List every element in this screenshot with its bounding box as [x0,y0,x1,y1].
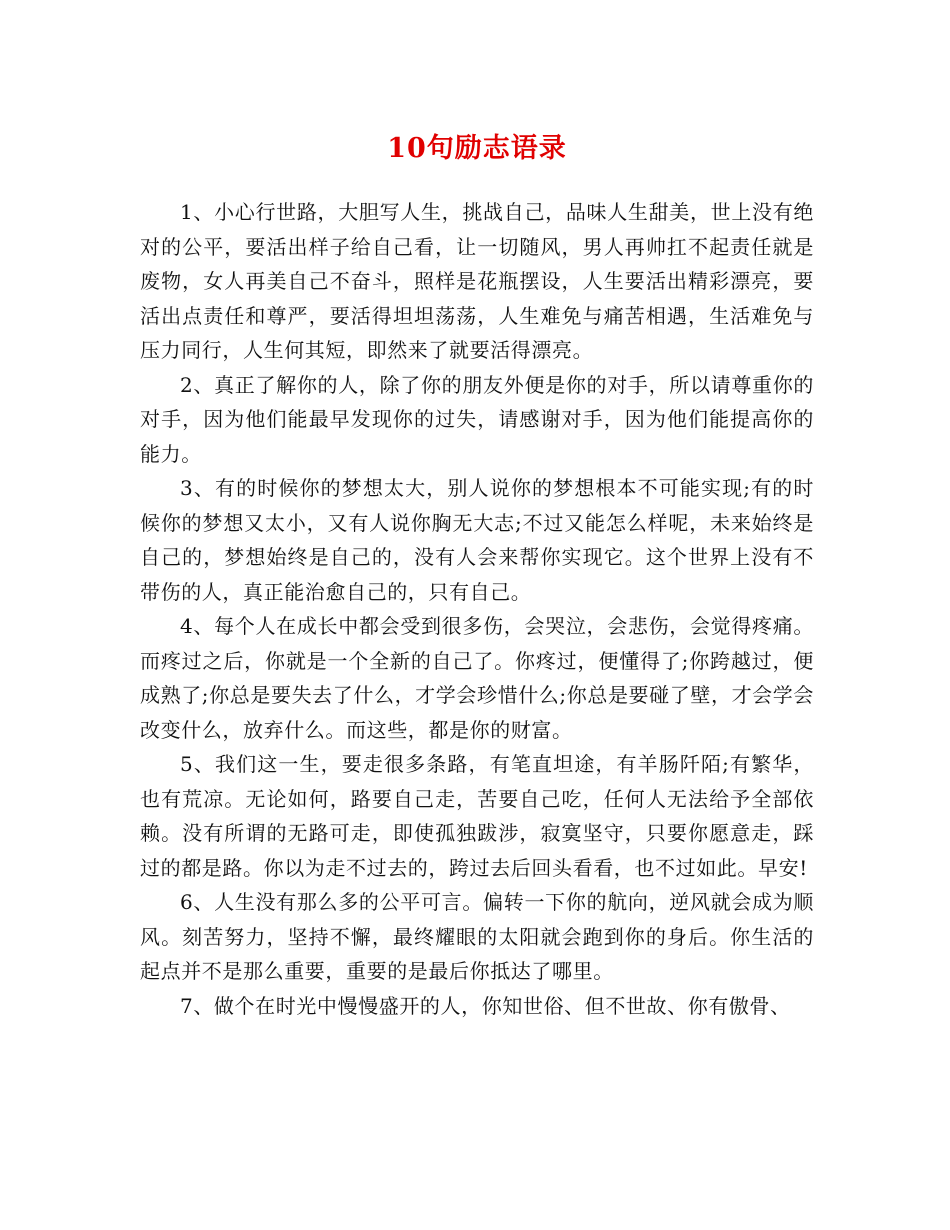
quote-paragraph-6: 6、人生没有那么多的公平可言。偏转一下你的航向，逆风就会成为顺风。刻苦努力，坚持不懈，最终耀眼的太阳就会跑到你的身后。你生活的起点并不是那么重要，重要的是最后你抵达了哪里。 [140,890,814,983]
quote-paragraph-1: 1、小心行世路，大胆写人生，挑战自己，品味人生甜美，世上没有绝对的公平，要活出样子给自己看，让一切随风，男人再帅扛不起责任就是废物，女人再美自己不奋斗，照样是花瓶摆设，人生要活出精彩漂亮，要活出点责任和尊严，要活得坦坦荡荡，人生难免与痛苦相遇，生活难免与压力同行，人生何其短，即然来了就要活得漂亮。 [140,200,814,362]
quote-paragraph-7: 7、做个在时光中慢慢盛开的人，你知世俗、但不世故、你有傲骨、 [180,993,791,1018]
quote-paragraph-2: 2、真正了解你的人，除了你的朋友外便是你的对手，所以请尊重你的对手，因为他们能最早发现你的过失，请感谢对手，因为他们能提高你的能力。 [140,372,814,466]
quote-paragraph-3: 3、有的时候你的梦想太大，别人说你的梦想根本不可能实现;有的时候你的梦想又太小，又有人说你胸无大志;不过又能怎么样呢，未来始终是自己的，梦想始终是自己的，没有人会来帮你实现它。这个世界上没有不带伤的人，真正能治愈自己的，只有自己。 [140,476,814,604]
page-title: 10句励志语录 [387,133,567,164]
quote-paragraph-5: 5、我们这一生，要走很多条路，有笔直坦途，有羊肠阡陌;有繁华，也有荒凉。无论如何，路要自己走，苦要自己吃，任何人无法给予全部依赖。没有所谓的无路可走，即使孤独跋涉，寂寞坚守，只要你愿意走，踩过的都是路。你以为走不过去的，跨过去后回头看看，也不过如此。早安! [140,752,814,880]
quote-list [140,195,814,1023]
quote-paragraph-4: 4、每个人在成长中都会受到很多伤，会哭泣，会悲伤，会觉得疼痛。而疼过之后，你就是一个全新的自己了。你疼过，便懂得了;你跨越过，便成熟了;你总是要失去了什么，才学会珍惜什么;你总是要碰了壁，才会学会改变什么，放弃什么。而这些，都是你的财富。 [140,614,814,742]
